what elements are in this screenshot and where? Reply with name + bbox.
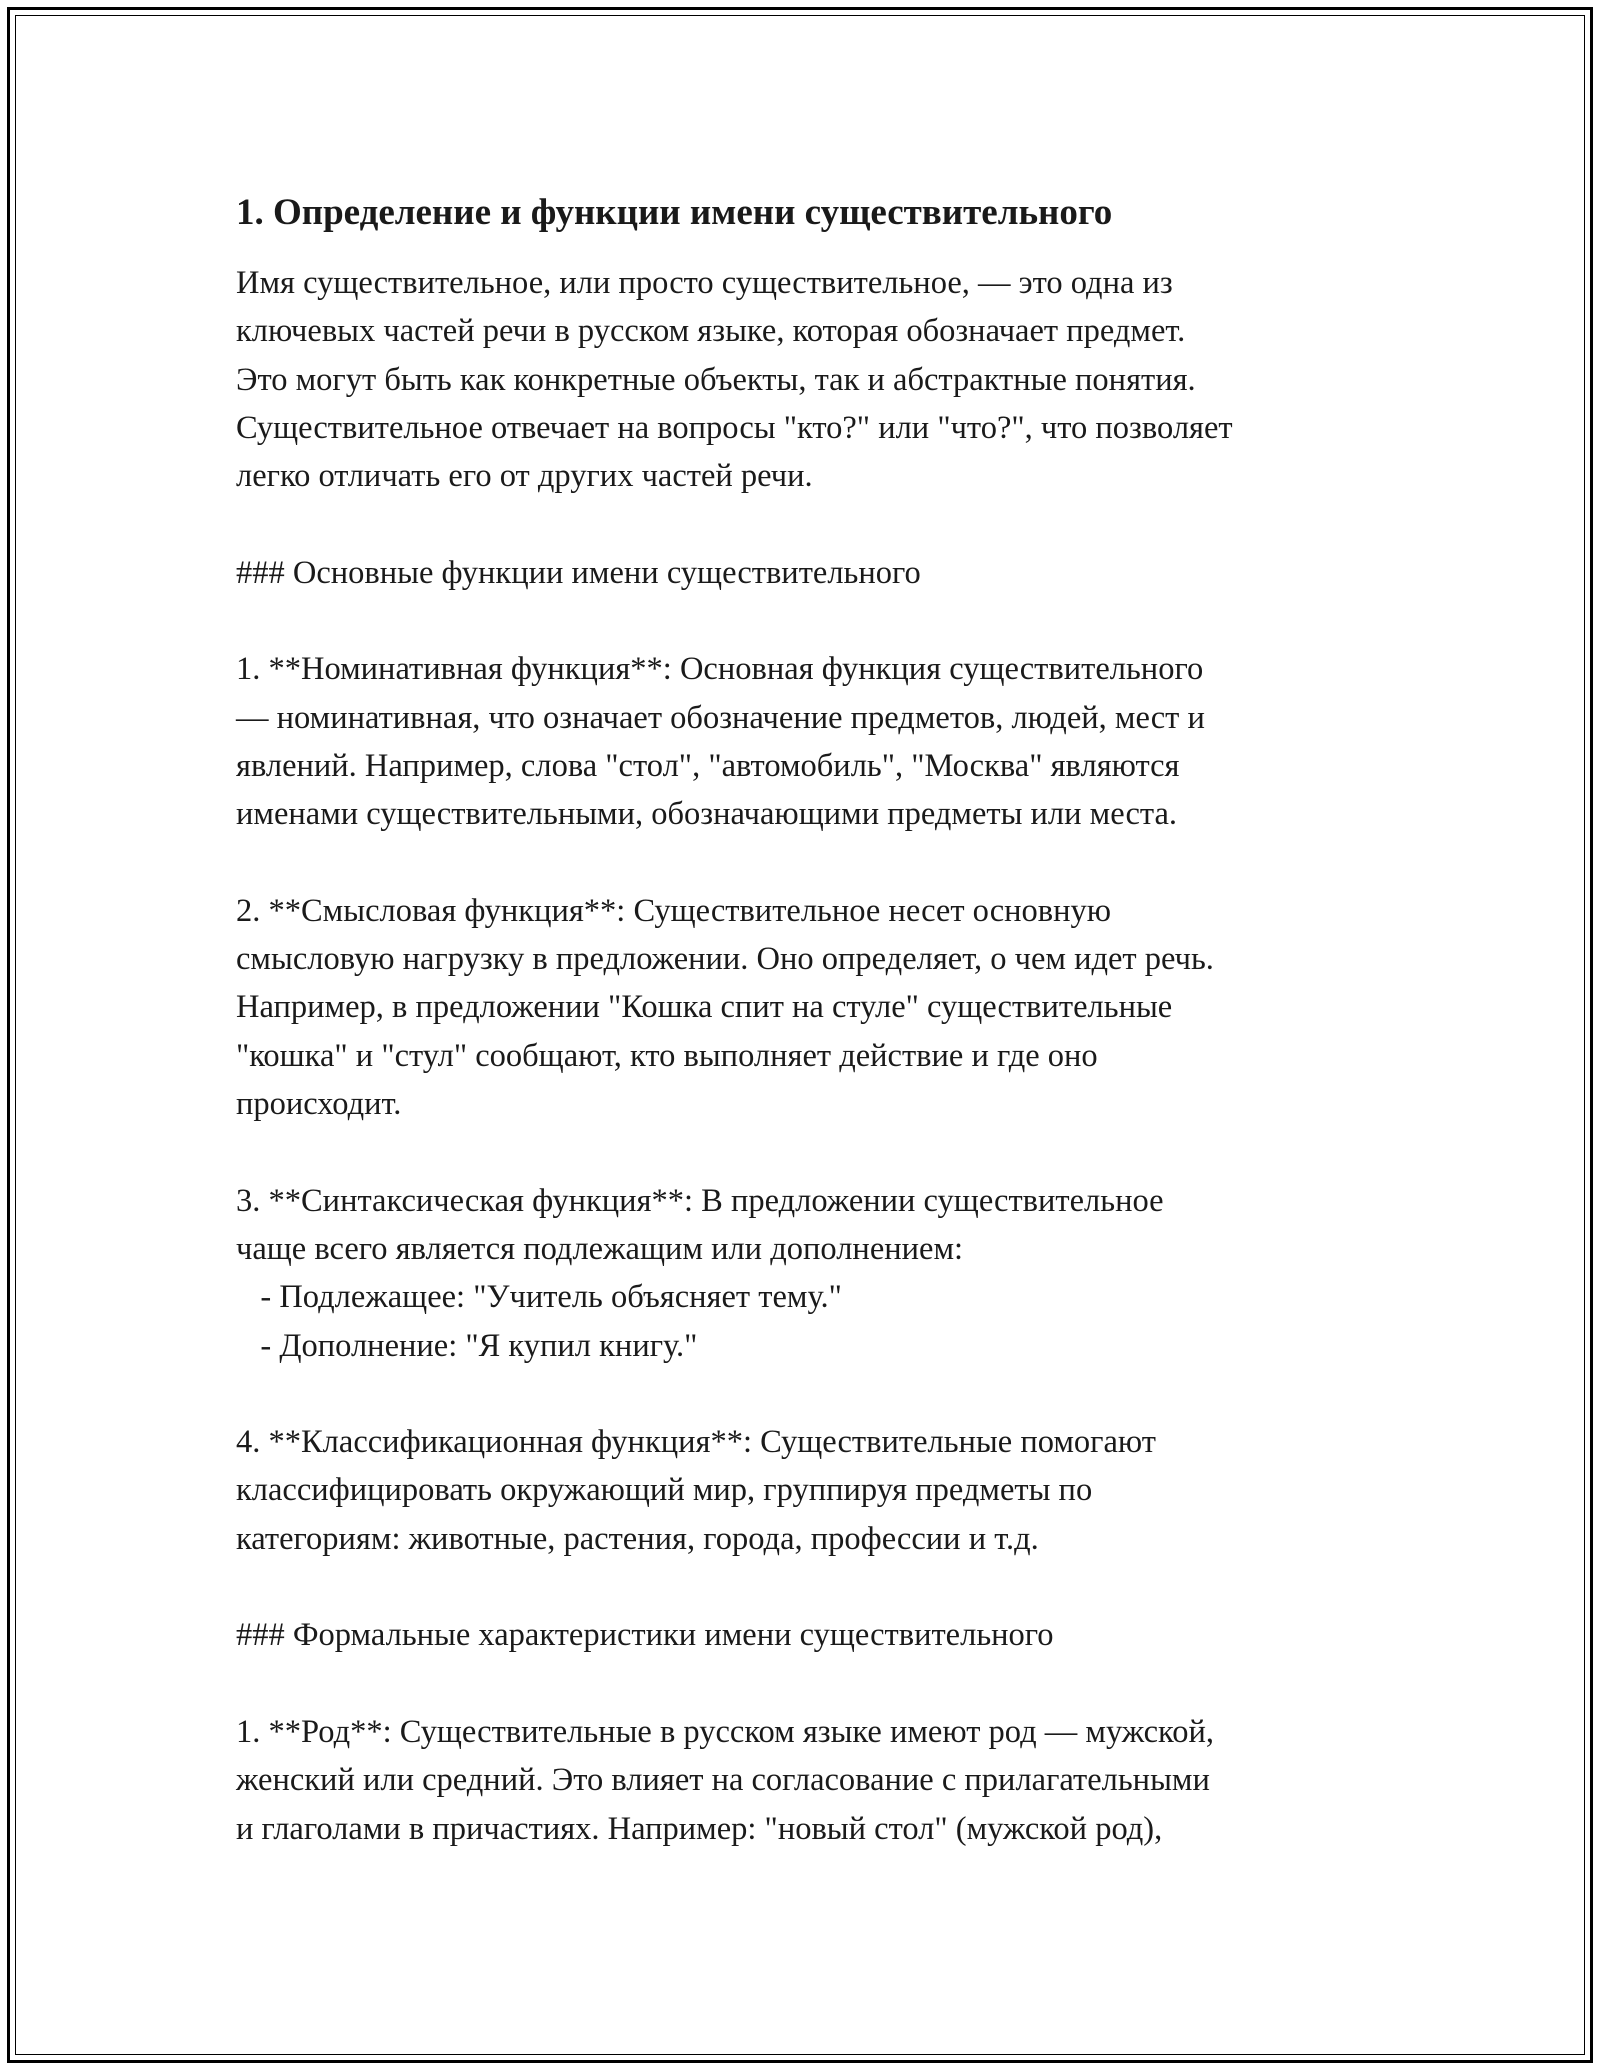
list-item-classification: 4. **Классификационная функция**: Существительные помогают классифицировать окружающий мир, группируя предметы по категориям: животные, растения, города, профессии и т.д. [236,1424,1156,1557]
section-heading: 1. Определение и функции имени существительного [236,192,1113,233]
intro-paragraph: Имя существительное, или просто существительное, — это одна из ключевых частей речи в русском языке, которая обозначает предмет. Это могут быть как конкретные объекты, так и абстрактные понятия. Существительное отвечает на вопросы "кто?" или "что?", что позволяет легко отличать его от других частей речи. [236,265,1233,495]
list-item-syntactic: 3. **Синтаксическая функция**: В предложении существительное чаще всего является подлежащим или дополнением: - Подлежащее: "Учитель объясняет тему." - Дополнение: "Я купил книгу." [236,1182,1164,1364]
list-item-semantic: 2. **Смысловая функция**: Существительное несет основную смысловую нагрузку в предложении. Оно определяет, о чем идет речь. Например, в предложении "Кошка спит на стуле" существительные "кошка" и "стул" сообщают, кто выполняет действие и где оно происходит. [236,892,1214,1123]
document-body [236,187,1376,1853]
subheading-formal-characteristics: ### Формальные характеристики имени существительного [236,1617,1054,1654]
list-item-nominative: 1. **Номинативная функция**: Основная функция существительного — номинативная, что означает обозначение предметов, людей, мест и явлений. Например, слова "стол", "автомобиль", "Москва" являются именами существительными, обозначающими предметы или места. [236,651,1205,833]
list-item-gender: 1. **Род**: Существительные в русском языке имеют род — мужской, женский или средний. Это влияет на согласование с прилагательными и глаголами в причастиях. Например: "новый стол" (мужской род), [236,1713,1214,1847]
subheading-main-functions: ### Основные функции имени существительного [236,554,921,591]
